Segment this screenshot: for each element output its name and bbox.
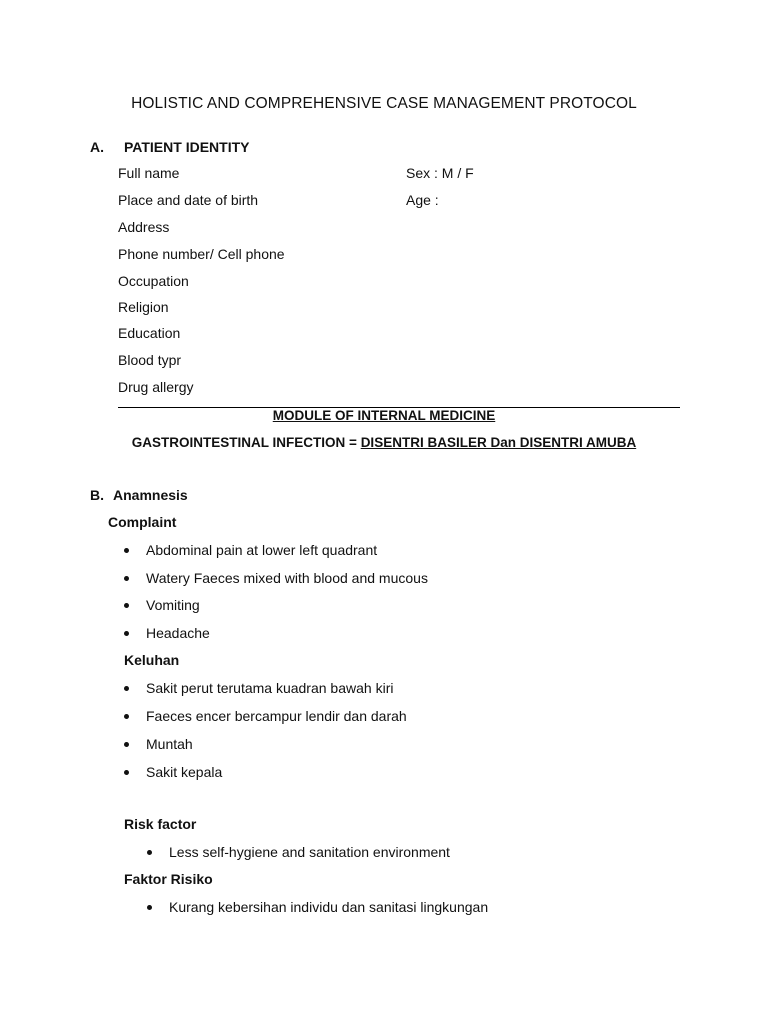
list-item: Sakit perut terutama kuadran bawah kiri [124, 680, 393, 696]
module-topic-prefix: GASTROINTESTINAL INFECTION = [131, 435, 361, 450]
field-blood-type: Blood typr [118, 352, 182, 368]
bullet-icon [124, 742, 129, 747]
bullet-icon [124, 686, 129, 691]
field-phone: Phone number/ Cell phone [118, 246, 285, 262]
bullet-icon [147, 905, 152, 910]
list-item: Kurang kebersihan individu dan sanitasi lingkungan [147, 899, 488, 915]
module-topic [0, 435, 768, 450]
list-item: Sakit kepala [124, 764, 222, 780]
module-title [0, 408, 768, 423]
risk-factor-heading: Risk factor [124, 816, 197, 832]
section-a-heading: PATIENT IDENTITY [124, 139, 250, 155]
field-place-date-birth: Place and date of birth [118, 192, 259, 208]
bullet-icon [124, 576, 129, 581]
field-occupation: Occupation [118, 273, 189, 289]
bullet-icon [124, 548, 129, 553]
list-item: Vomiting [124, 597, 200, 613]
bullet-icon [124, 714, 129, 719]
module-topic-main: DISENTRI BASILER Dan DISENTRI AMUBA [360, 435, 637, 450]
bullet-icon [124, 631, 129, 636]
field-religion: Religion [118, 299, 169, 315]
faktor-risiko-heading: Faktor Risiko [124, 871, 213, 887]
complaint-heading: Complaint [108, 514, 177, 530]
field-education: Education [118, 325, 181, 341]
module-title-text: MODULE OF INTERNAL MEDICINE [272, 408, 496, 423]
document-title: HOLISTIC AND COMPREHENSIVE CASE MANAGEMENT PROTOCOL [131, 95, 637, 112]
field-age: Age : [406, 192, 439, 208]
field-full-name: Full name [118, 165, 180, 181]
bullet-icon [124, 603, 129, 608]
bullet-icon [147, 850, 152, 855]
keluhan-heading: Keluhan [124, 652, 180, 668]
list-item: Muntah [124, 736, 193, 752]
bullet-icon [124, 770, 129, 775]
field-address: Address [118, 219, 170, 235]
list-item: Faeces encer bercampur lendir dan darah [124, 708, 407, 724]
list-item: Watery Faeces mixed with blood and mucous [124, 570, 428, 586]
section-b-letter: B. [90, 487, 104, 503]
list-item: Abdominal pain at lower left quadrant [124, 542, 377, 558]
list-item: Headache [124, 625, 210, 641]
field-sex: Sex : M / F [406, 165, 474, 181]
list-item: Less self-hygiene and sanitation environment [147, 844, 450, 860]
field-drug-allergy: Drug allergy [118, 379, 194, 395]
section-b-heading: Anamnesis [113, 487, 188, 503]
section-a-letter: A. [90, 139, 104, 155]
